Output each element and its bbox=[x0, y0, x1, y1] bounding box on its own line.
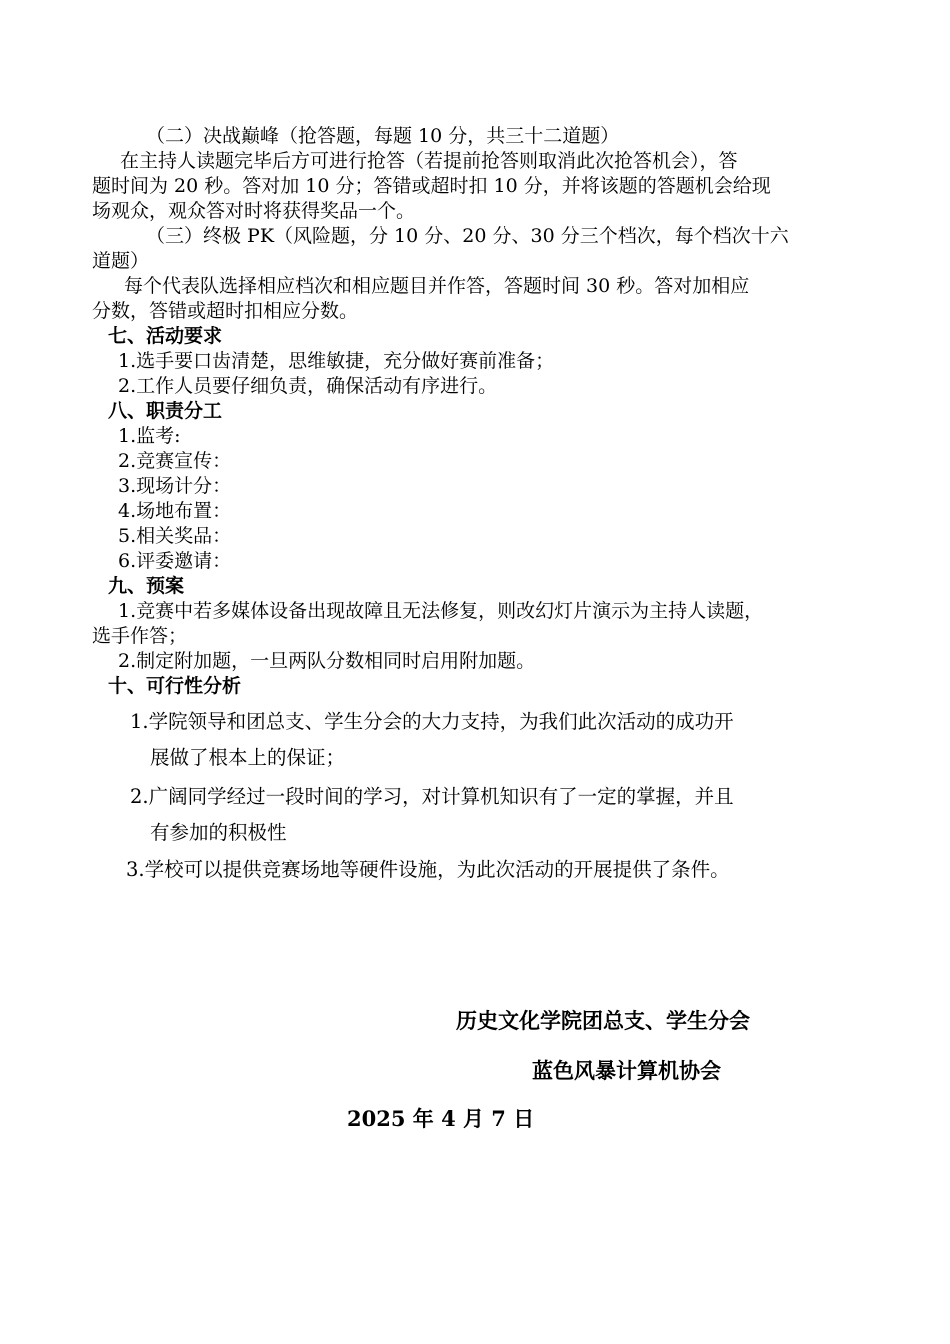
round3-rules-line: 每个代表队选择相应档次和相应题目并作答，答题时间 30 秒。答对加相应 bbox=[124, 275, 750, 297]
section7-item: 1.选手要口齿清楚，思维敏捷，充分做好赛前准备； bbox=[118, 350, 555, 372]
section8-item: 6.评委邀请： bbox=[118, 550, 232, 572]
section7-heading: 七、活动要求 bbox=[108, 325, 223, 347]
section8-item: 3.现场计分： bbox=[118, 475, 232, 497]
section9-item: 1.竞赛中若多媒体设备出现故障且无法修复，则改幻灯片演示为主持人读题， bbox=[118, 600, 764, 622]
signature-date: 2025 年 4 月 7 日 bbox=[347, 1106, 535, 1131]
round2-title: （二）决战巅峰（抢答题，每题 10 分，共三十二道题） bbox=[146, 125, 620, 147]
section8-item: 4.场地布置： bbox=[118, 500, 232, 522]
round2-rules-line: 在主持人读题完毕后方可进行抢答（若提前抢答则取消此次抢答机会），答 bbox=[120, 150, 738, 172]
signature-org2: 蓝色风暴计算机协会 bbox=[532, 1058, 721, 1083]
section8-item: 1.监考: bbox=[118, 425, 181, 447]
section8-item: 2.竞赛宣传： bbox=[118, 450, 232, 472]
section9-item: 2.制定附加题，一旦两队分数相同时启用附加题。 bbox=[118, 650, 536, 672]
section10-item-cont: 有参加的积极性 bbox=[150, 821, 287, 844]
signature-org1: 历史文化学院团总支、学生分会 bbox=[456, 1008, 750, 1033]
section9-item-cont: 选手作答； bbox=[92, 625, 188, 647]
section10-item-cont: 展做了根本上的保证； bbox=[150, 746, 346, 769]
section7-item: 2.工作人员要仔细负责，确保活动有序进行。 bbox=[118, 375, 498, 397]
section8-item: 5.相关奖品： bbox=[118, 525, 232, 547]
section10-heading: 十、可行性分析 bbox=[108, 675, 242, 697]
round2-rules-line: 题时间为 20 秒。答对加 10 分；答错或超时扣 10 分，并将该题的答题机会给现 bbox=[92, 175, 771, 197]
round3-title: （三）终极 PK（风险题，分 10 分、20 分、30 分三个档次，每个档次十六 bbox=[146, 225, 789, 247]
section9-heading: 九、预案 bbox=[108, 575, 185, 597]
round3-rules-line: 分数，答错或超时扣相应分数。 bbox=[92, 300, 359, 322]
round2-rules-line: 场观众，观众答对时将获得奖品一个。 bbox=[92, 200, 416, 222]
section10-item: 1.学院领导和团总支、学生分会的大力支持，为我们此次活动的成功开 bbox=[130, 710, 734, 733]
section10-item: 2.广阔同学经过一段时间的学习，对计算机知识有了一定的掌握，并且 bbox=[130, 785, 734, 808]
section8-heading: 八、职责分工 bbox=[108, 400, 223, 422]
round3-title-cont: 道题） bbox=[92, 250, 150, 272]
section10-item: 3.学校可以提供竞赛场地等硬件设施，为此次活动的开展提供了条件。 bbox=[126, 858, 730, 881]
